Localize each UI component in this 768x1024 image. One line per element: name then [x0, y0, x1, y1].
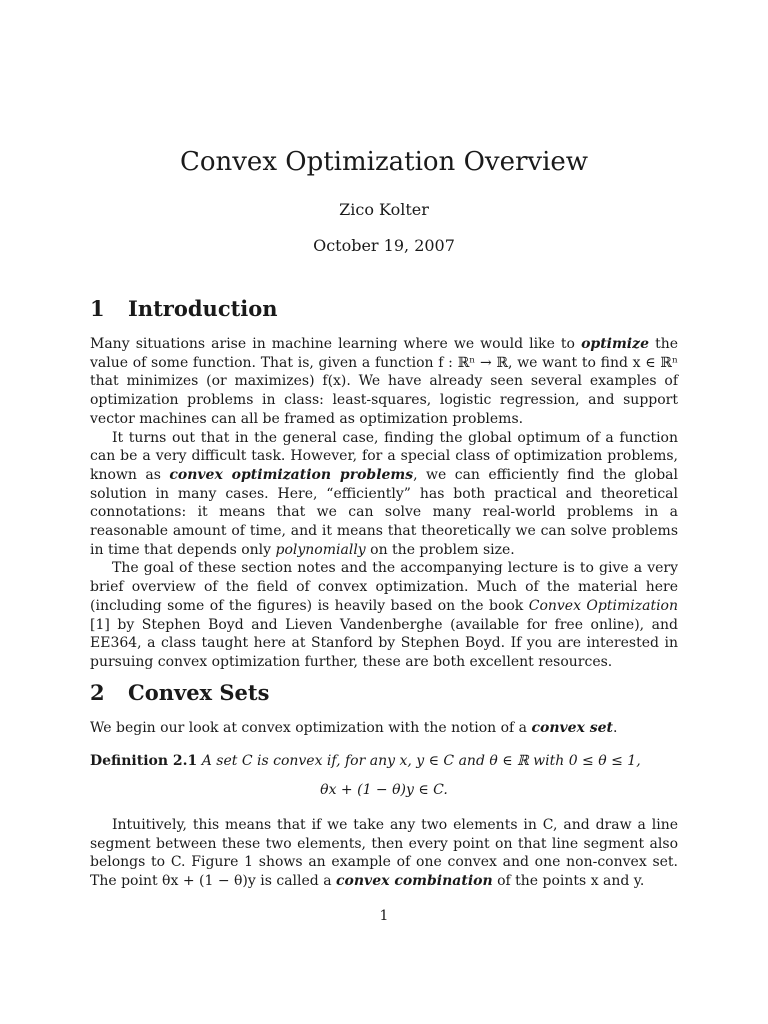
section-title: Convex Sets [128, 680, 270, 705]
page-number: 1 [379, 908, 389, 924]
section-number: 2 [90, 680, 105, 705]
paragraph: It turns out that in the general case, finding the global optimum of a function can be a very difficult task. However, for a special class of optimization problems, known as convex optimization problems, we can efficiently find the global solution in many cases. Here, “efficiently” has both practical and theoretical connotations: it means that we can solve many real-world problems in a reasonable amount of time, and it means that theoretically we can solve problems in time that depends only polynomially on the problem size. [90, 429, 678, 558]
emphasis-term: polynomially [275, 541, 366, 558]
emphasis-term: convex optimization problems [169, 466, 414, 483]
emphasis-term: convex combination [336, 873, 493, 890]
book-title: Convex Optimization [528, 597, 678, 614]
definition-body: A set C is convex if, for any x, y ∈ C and θ ∈ ℝ with 0 ≤ θ ≤ 1, [197, 753, 641, 769]
definition-2-1 [90, 752, 678, 770]
emphasis-term: convex set [531, 720, 614, 736]
section-title: Introduction [128, 296, 278, 321]
section-heading-introduction [90, 296, 278, 321]
emphasis-term: optimize [581, 336, 649, 352]
paragraph: Intuitively, this means that if we take any two elements in C, and draw a line segment between these two elements, then every point on that line segment also belongs to C. Figure 1 shows an example of one convex and one non-convex set. The point θx + (1 − θ)y is called a convex combination of the points x and y. [90, 817, 678, 890]
display-equation: θx + (1 − θ)y ∈ C. [320, 782, 448, 798]
paper-title: Convex Optimization Overview [179, 147, 589, 177]
section-heading-convex-sets [90, 680, 269, 705]
paper-author: Zico Kolter [339, 200, 429, 219]
paragraph: Many situations arise in machine learning where we would like to optimize the value of some function. That is, given a function f : ℝⁿ → ℝ, we want to find x ∈ ℝⁿ that minimizes (or maximizes) f(x). We have already seen several examples of optimization problems in class: least-squares, logistic regression, and support vector machines can all be framed as optimization problems. [90, 336, 678, 427]
section-number: 1 [90, 296, 105, 321]
paper-date: October 19, 2007 [313, 236, 455, 255]
introduction-body [90, 335, 678, 672]
convex-sets-body [90, 816, 678, 891]
convex-sets-intro [90, 719, 678, 738]
paragraph: The goal of these section notes and the accompanying lecture is to give a very brief overview of the field of convex optimization. Much of the material here (including some of the figures) is heavily based on the book Convex Optimization [1] by Stephen Boyd and Lieven Vandenberghe (available for free online), and EE364, a class taught here at Stanford by Stephen Boyd. If you are interested in pursuing convex optimization further, these are both excellent resources. [90, 560, 678, 670]
definition-label: Definition 2.1 [90, 753, 198, 769]
paragraph: We begin our look at convex optimization with the notion of a convex set. [90, 720, 618, 736]
